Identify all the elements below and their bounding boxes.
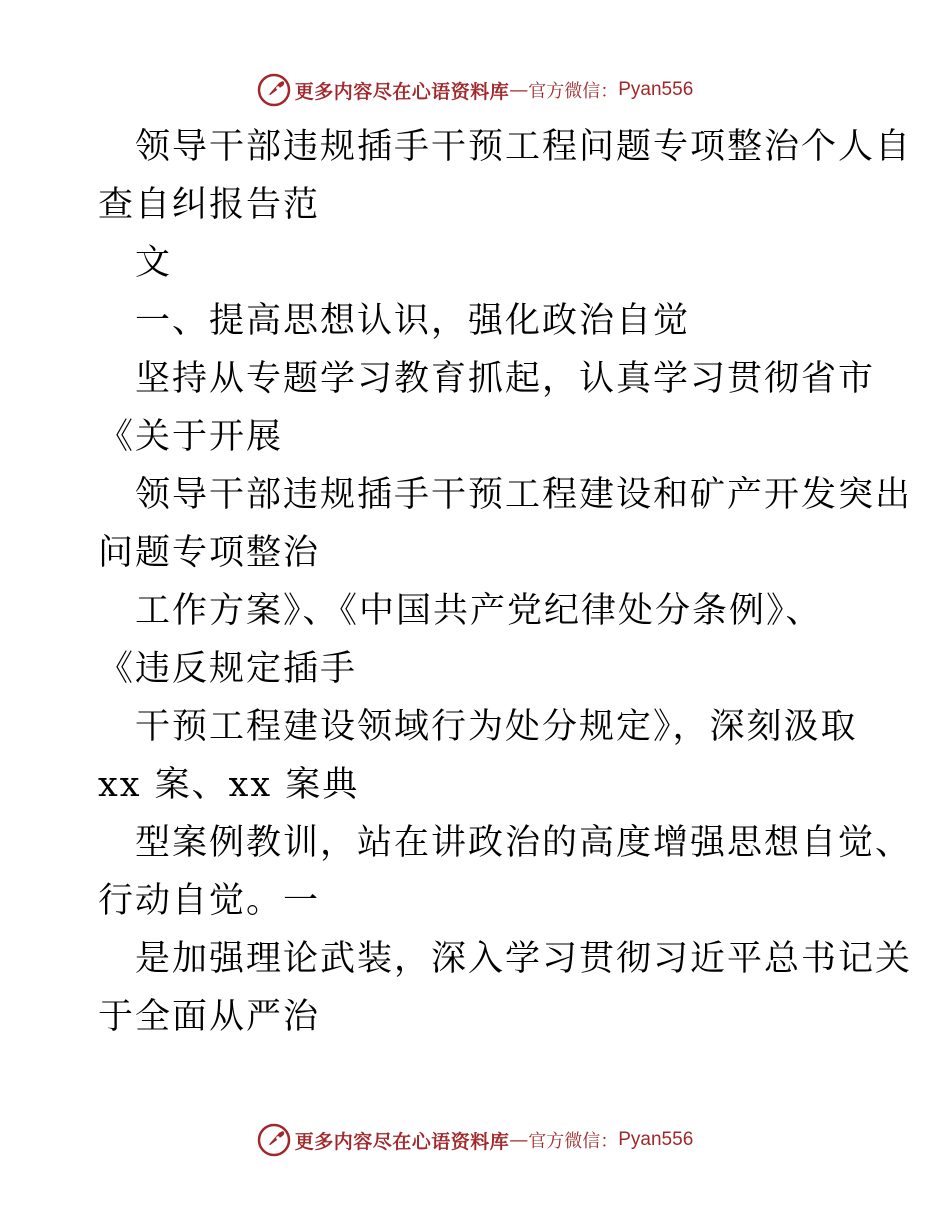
text-line: 是加强理论武装，深入学习贯彻习近平总书记关 — [135, 939, 913, 979]
text-line: 一、提高思想认识，强化政治自觉 — [135, 301, 691, 341]
watermark-wechat-account: Pyan556 — [618, 79, 694, 100]
text-line: 领导干部违规插手干预工程建设和矿产开发突出 — [135, 475, 913, 515]
document-body — [98, 118, 913, 1046]
watermark-wechat-label: 官方微信： — [528, 1131, 619, 1152]
watermark-text: 更多内容尽在心语资料库 — [294, 80, 510, 103]
text-line: 于全面从严治 — [98, 997, 321, 1037]
text-line: xx 案、xx 案典 — [98, 765, 360, 805]
watermark-text: 更多内容尽在心语资料库 — [294, 1130, 510, 1153]
watermark-wechat-label: 官方微信： — [528, 81, 619, 102]
text-line: 工作方案》、《中国共产党纪律处分条例》、 — [135, 591, 823, 631]
footer-watermark — [0, 1120, 950, 1160]
watermark-dash: — — [509, 79, 529, 101]
quill-pen-circle-icon — [257, 73, 291, 107]
watermark-wechat-account: Pyan556 — [618, 1129, 694, 1150]
text-line: 领导干部违规插手干预工程问题专项整治个人自 — [135, 127, 913, 167]
text-line: 文 — [135, 243, 173, 283]
quill-pen-circle-icon — [257, 1123, 291, 1157]
watermark-dash: — — [509, 1129, 529, 1151]
text-line: 型案例教训，站在讲政治的高度增强思想自觉、 — [135, 823, 913, 863]
text-line: 问题专项整治 — [98, 533, 321, 573]
text-line: 《关于开展 — [98, 417, 284, 457]
header-watermark — [0, 70, 950, 110]
text-line: 行动自觉。一 — [98, 881, 321, 921]
text-line: 坚持从专题学习教育抓起，认真学习贯彻省市 — [135, 359, 876, 399]
text-line: 干预工程建设领域行为处分规定》，深刻汲取 — [135, 707, 858, 747]
text-line: 查自纠报告范 — [98, 185, 321, 225]
text-line: 《违反规定插手 — [98, 649, 358, 689]
